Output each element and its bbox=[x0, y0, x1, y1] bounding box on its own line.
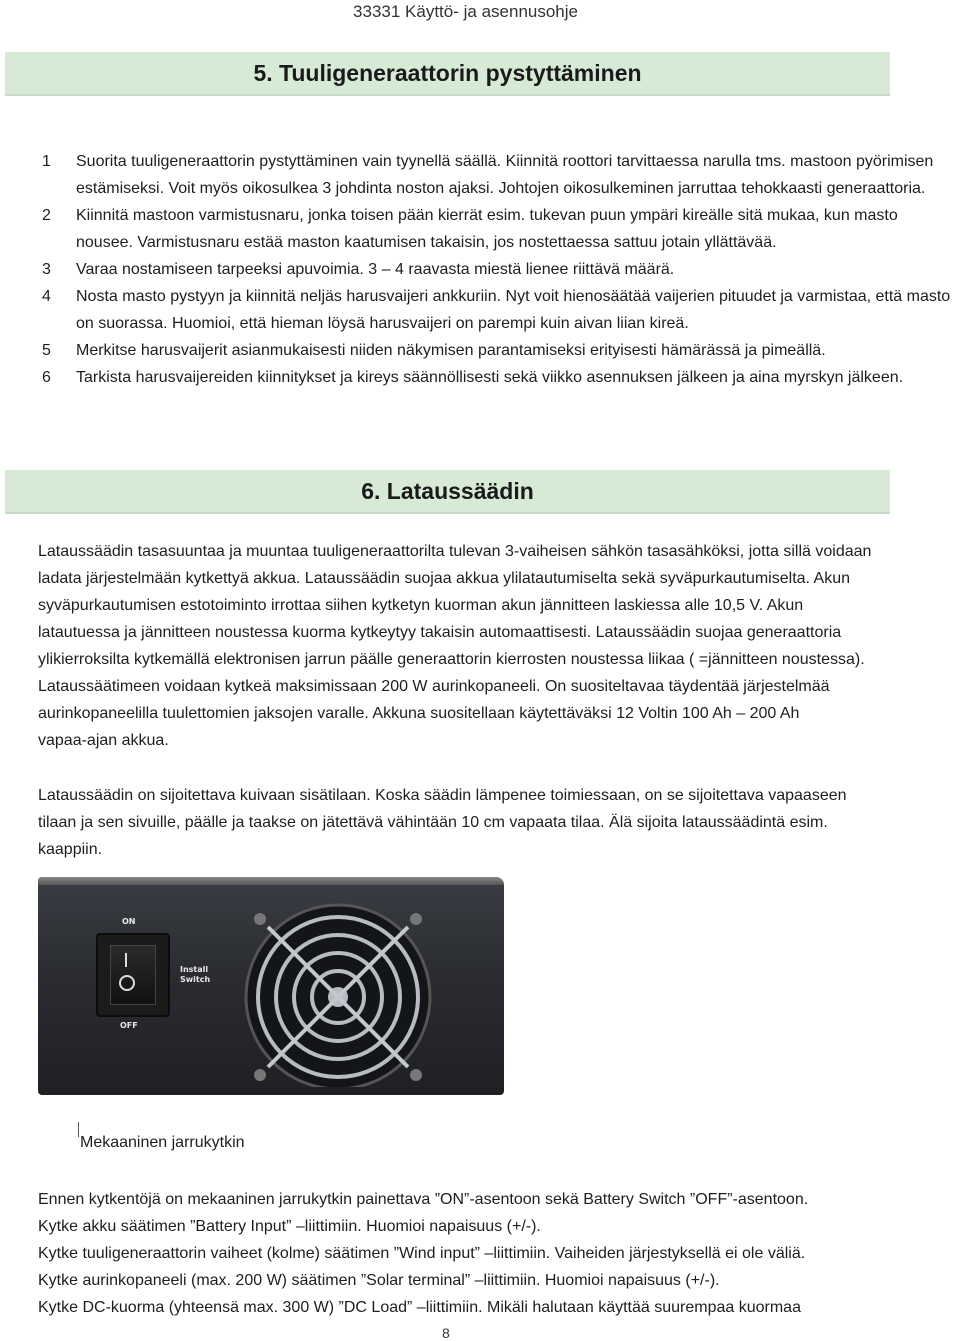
section-6-heading: 6. Lataussäädin bbox=[361, 477, 534, 504]
step-text: Nosta masto pystyyn ja kiinnitä neljäs harusvaijeri ankkuriin. Nyt voit hienosäätää vaijerien pituudet ja varmistaa, että masto on suorassa. Huomioi, että hieman löysä harusvaijeri on parempi kuin aivan liian kireä. bbox=[76, 288, 951, 332]
step-item bbox=[0, 148, 960, 202]
instruction-line: Kytke tuuligeneraattorin vaiheet (kolme) säätimen ”Wind input” –liittimiin. Vaiheiden järjestyksellä ei ole väliä. bbox=[38, 1245, 806, 1262]
step-text: Varaa nostamiseen tarpeeksi apuvoimia. 3 – 4 raavasta miestä lienee riittävä määrä. bbox=[76, 261, 675, 278]
paragraph-line: tilaan ja sen sivuille, päälle ja taakse on jätettävä vähintään 10 cm vapaata tilaa. Älä sijoita lataussäädintä esim. bbox=[38, 814, 828, 831]
photo-top-edge bbox=[38, 877, 504, 885]
brake-switch bbox=[96, 933, 170, 1017]
document-header-title: 33331 Käyttö- ja asennusohje bbox=[353, 2, 578, 21]
step-number: 1 bbox=[42, 153, 51, 170]
paragraph-line: latautuessa ja jännitteen noustessa kuorma kytkeytyy takaisin automaattisesti. Lataussäädin suojaa generaattoria bbox=[38, 624, 842, 641]
photo-caption: Mekaaninen jarrukytkin bbox=[80, 1134, 245, 1151]
step-number: 5 bbox=[42, 342, 51, 359]
section-5-band bbox=[5, 52, 890, 96]
section-5-heading: 5. Tuuligeneraattorin pystyttäminen bbox=[253, 59, 642, 86]
step-item bbox=[0, 256, 960, 283]
install-label: Install bbox=[180, 965, 209, 974]
paragraph-line: aurinkopaneelilla tuulettomien jaksojen varalle. Akkuna suositellaan käytettäväksi 12 Voltin 100 Ah – 200 Ah bbox=[38, 705, 800, 722]
step-item bbox=[0, 364, 960, 391]
connection-instructions bbox=[38, 1186, 960, 1321]
instruction-line: Kytke aurinkopaneeli (max. 200 W) säätimen ”Solar terminal” –liittimiin. Huomioi napaisuus (+/-). bbox=[38, 1272, 720, 1289]
paragraph-line: ladata järjestelmään kytkettyä akkua. Lataussäädin suojaa akkua ylilatautumiselta sekä syväpurkautumiselta. Akun bbox=[38, 570, 851, 587]
switch-label: Switch bbox=[180, 975, 211, 984]
step-item bbox=[0, 283, 960, 337]
step-item bbox=[0, 337, 960, 364]
paragraph-line: vapaa-ajan akkua. bbox=[38, 732, 169, 749]
paragraph-line: Lataussäädin on sijoitettava kuivaan sisätilaan. Koska säädin lämpenee toimiessaan, on se sijoitettava vapaaseen bbox=[38, 787, 847, 804]
charge-controller-photo bbox=[38, 877, 504, 1095]
step-text: Tarkista harusvaijereiden kiinnitykset ja kireys säännöllisesti sekä viikko asennuksen jälkeen ja aina myrskyn jälkeen. bbox=[76, 369, 904, 386]
off-symbol-icon bbox=[119, 975, 135, 991]
paragraph-line: Lataussäädin tasasuuntaa ja muuntaa tuuligeneraattorilta tulevan 3-vaiheisen sähkön tasasähköksi, jotta sillä voidaan bbox=[38, 543, 872, 560]
on-label: ON bbox=[122, 917, 136, 926]
step-text: Merkitse harusvaijerit asianmukaisesti niiden näkymisen parantamiseksi erityisesti hämärässä ja pimeällä. bbox=[76, 342, 826, 359]
rocker-switch bbox=[110, 945, 156, 1005]
paragraph-line: syväpurkautumisen estotoiminto irrottaa siihen kytketyn kuorman akun jännitteen laskiessa alle 10,5 V. Akun bbox=[38, 597, 804, 614]
fan-grille-icon bbox=[238, 897, 438, 1087]
paragraph-line: Lataussäätimeen voidaan kytkeä maksimissaan 200 W aurinkopaneeli. On suositeltavaa täydentää järjestelmää bbox=[38, 678, 830, 695]
step-number: 2 bbox=[42, 207, 51, 224]
charge-controller-paragraph bbox=[38, 538, 960, 754]
step-item bbox=[0, 202, 960, 256]
installation-steps-list bbox=[0, 148, 960, 391]
step-number: 4 bbox=[42, 288, 51, 305]
instruction-line: Kytke akku säätimen ”Battery Input” –liittimiin. Huomioi napaisuus (+/-). bbox=[38, 1218, 541, 1235]
instruction-line: Ennen kytkentöjä on mekaaninen jarrukytkin painettava ”ON”-asentoon sekä Battery Switch ”OFF”-asentoon. bbox=[38, 1191, 809, 1208]
page-number: 8 bbox=[442, 1325, 450, 1341]
step-text: Kiinnitä mastoon varmistusnaru, jonka toisen pään kierrät esim. tukevan puun ympäri kireälle sitä mukaa, kun masto nousee. Varmistusnaru estää maston kaatumisen takaisin, jos nostettaessa sattuu jotain yllättävää. bbox=[76, 207, 898, 251]
off-label: OFF bbox=[120, 1021, 138, 1030]
section-6-band bbox=[5, 470, 890, 514]
on-symbol-icon bbox=[125, 953, 127, 967]
step-text: Suorita tuuligeneraattorin pystyttäminen vain tyynellä säällä. Kiinnitä roottori tarvittaessa narulla tms. mastoon pyörimisen estämiseksi. Voit myös oikosulkea 3 johdinta noston ajaksi. Johtojen oikosulkeminen jarruttaa tehokkaasti generaattoria. bbox=[76, 153, 934, 197]
step-number: 3 bbox=[42, 261, 51, 278]
placement-paragraph bbox=[38, 782, 960, 863]
caption-pointer-line bbox=[78, 1122, 79, 1137]
paragraph-line: kaappiin. bbox=[38, 841, 103, 858]
step-number: 6 bbox=[42, 369, 51, 386]
paragraph-line: ylikierroksilta kytkemällä elektronisen jarrun päälle generaattorin kierrosten noustessa liikaa ( =jännitteen noustessa). bbox=[38, 651, 865, 668]
instruction-line: Kytke DC-kuorma (yhteensä max. 300 W) ”DC Load” –liittimiin. Mikäli halutaan käyttää suurempaa kuormaa bbox=[38, 1299, 801, 1316]
